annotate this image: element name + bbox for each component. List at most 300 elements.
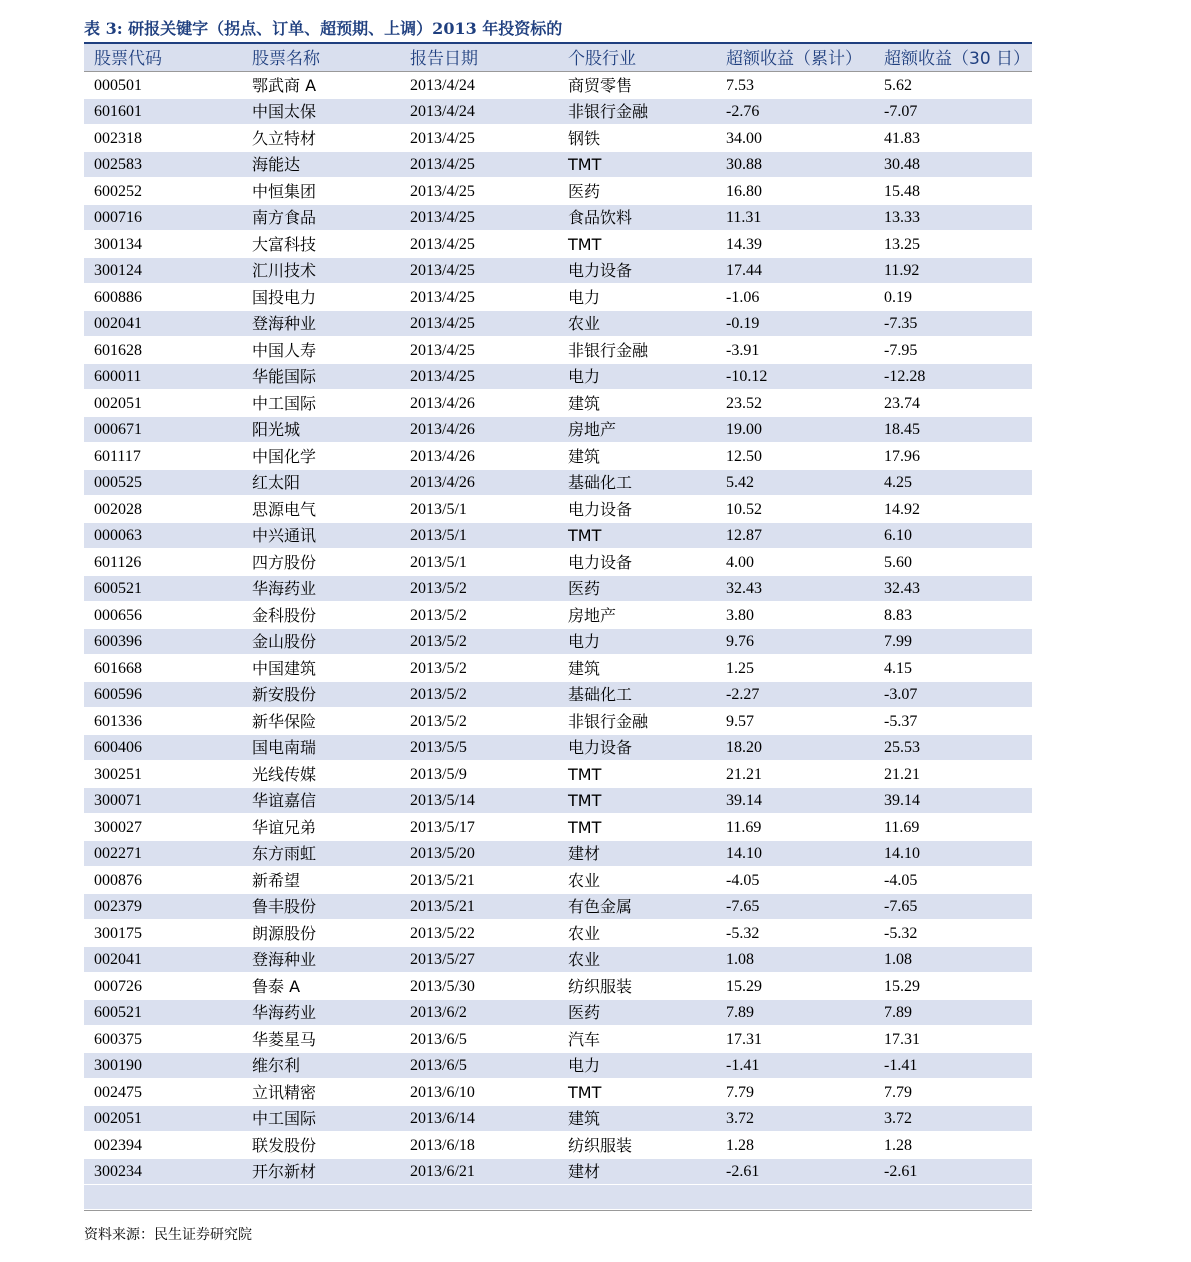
cell-excess-30d: 17.31 [884, 1030, 920, 1048]
cell-report-date: 2013/4/25 [410, 368, 475, 385]
cell-industry: 建筑 [568, 446, 601, 466]
cell-report-date: 2013/5/1 [410, 527, 467, 544]
cell-stock-name: 南方食品 [252, 208, 317, 227]
cell-excess-cumulative: 1.08 [726, 951, 754, 968]
cell-excess-30d: 15.48 [884, 182, 920, 200]
table-row [84, 841, 1032, 868]
cell-report-date: 2013/5/2 [410, 580, 467, 597]
table-row [84, 1053, 1032, 1080]
cell-excess-30d: 39.14 [884, 792, 920, 809]
cell-industry: 基础化工 [568, 473, 633, 492]
cell-stock-code: 002318 [94, 129, 142, 147]
cell-stock-name: 国投电力 [252, 287, 317, 307]
cell-stock-code: 300071 [94, 792, 142, 809]
cell-excess-cumulative: -2.76 [726, 103, 760, 120]
cell-report-date: 2013/6/14 [410, 1110, 475, 1127]
table-title: 表 3: 研报关键字（拐点、订单、超预期、上调）2013 年投资标的 [84, 19, 563, 38]
cell-excess-cumulative: -2.61 [726, 1163, 760, 1180]
cell-stock-code: 002051 [94, 1110, 142, 1127]
table-row [84, 576, 1032, 603]
header-industry: 个股行业 [568, 49, 636, 69]
cell-industry: TMT [568, 234, 602, 254]
cell-stock-name: 金山股份 [252, 632, 317, 651]
table-row [84, 178, 1032, 205]
cell-excess-cumulative: 9.76 [726, 633, 754, 650]
header-report-date: 报告日期 [410, 49, 478, 69]
cell-industry: 有色金属 [568, 897, 633, 916]
cell-excess-30d: 11.69 [884, 818, 920, 836]
table-row [84, 205, 1032, 232]
cell-report-date: 2013/4/25 [410, 156, 475, 173]
cell-stock-code: 600396 [94, 633, 142, 650]
cell-excess-cumulative: 30.88 [726, 156, 762, 173]
cell-excess-30d: 1.08 [884, 951, 912, 968]
table-row [84, 152, 1032, 179]
cell-industry: 非银行金融 [568, 340, 649, 360]
cell-excess-cumulative: -5.32 [726, 924, 760, 942]
cell-report-date: 2013/5/9 [410, 765, 467, 783]
source-note: 资料来源：民生证券研究院 [84, 1227, 252, 1243]
cell-excess-30d: 7.79 [884, 1083, 912, 1101]
cell-report-date: 2013/6/21 [410, 1163, 475, 1180]
cell-industry: 汽车 [568, 1029, 601, 1049]
cell-excess-30d: 18.45 [884, 421, 920, 438]
cell-report-date: 2013/4/25 [410, 315, 475, 332]
table-row [84, 549, 1032, 576]
table-row [84, 682, 1032, 709]
cell-stock-code: 000671 [94, 421, 142, 438]
cell-excess-cumulative: 11.31 [726, 209, 762, 226]
cell-industry: TMT [568, 526, 602, 545]
cell-industry: 农业 [568, 923, 601, 943]
cell-excess-30d: 7.99 [884, 633, 912, 650]
cell-excess-30d: 11.92 [884, 262, 920, 279]
cell-report-date: 2013/4/25 [410, 341, 475, 359]
cell-excess-cumulative: 32.43 [726, 580, 762, 597]
cell-stock-name: 鲁泰 A [252, 976, 301, 996]
cell-excess-30d: -7.07 [884, 103, 918, 120]
table-row [84, 947, 1032, 974]
cell-stock-code: 601668 [94, 659, 142, 677]
cell-excess-30d: 15.29 [884, 977, 920, 995]
cell-industry: 电力 [568, 367, 601, 386]
cell-stock-code: 300234 [94, 1163, 142, 1180]
cell-stock-name: 开尔新材 [252, 1162, 317, 1181]
cell-excess-cumulative: 39.14 [726, 792, 762, 809]
cell-stock-name: 维尔利 [252, 1056, 301, 1075]
cell-report-date: 2013/4/25 [410, 129, 475, 147]
cell-stock-name: 中国太保 [252, 102, 317, 121]
table-row [84, 629, 1032, 656]
cell-industry: TMT [568, 155, 602, 174]
cell-stock-code: 002051 [94, 394, 142, 412]
cell-stock-name: 立讯精密 [252, 1082, 317, 1102]
cell-excess-30d: 5.62 [884, 76, 912, 94]
cell-excess-cumulative: 7.89 [726, 1004, 754, 1021]
cell-report-date: 2013/4/24 [410, 76, 475, 94]
table-row [84, 258, 1032, 285]
table-row [84, 735, 1032, 762]
cell-report-date: 2013/5/30 [410, 977, 475, 995]
cell-stock-name: 东方雨虹 [252, 844, 317, 863]
cell-excess-30d: 13.25 [884, 235, 920, 253]
cell-stock-name: 中工国际 [252, 393, 317, 413]
cell-excess-30d: -5.37 [884, 712, 918, 730]
cell-industry: 建筑 [568, 658, 601, 678]
cell-excess-30d: -4.05 [884, 871, 918, 889]
cell-industry: 医药 [568, 181, 601, 201]
cell-report-date: 2013/6/10 [410, 1083, 475, 1101]
cell-report-date: 2013/4/25 [410, 235, 475, 253]
cell-excess-30d: 5.60 [884, 553, 912, 571]
cell-industry: 钢铁 [568, 128, 601, 148]
cell-excess-cumulative: 14.10 [726, 845, 762, 862]
cell-excess-30d: -7.95 [884, 341, 918, 359]
cell-stock-code: 002379 [94, 898, 142, 915]
table-row [84, 125, 1032, 152]
cell-excess-cumulative: -10.12 [726, 368, 768, 385]
cell-industry: 建材 [568, 844, 601, 863]
cell-stock-name: 中恒集团 [252, 181, 317, 201]
cell-report-date: 2013/5/27 [410, 951, 475, 968]
cell-report-date: 2013/5/14 [410, 792, 475, 809]
table-row [84, 920, 1032, 947]
cell-excess-30d: 14.92 [884, 500, 920, 518]
cell-excess-cumulative: -7.65 [726, 898, 760, 915]
table-row [84, 761, 1032, 788]
cell-excess-30d: 13.33 [884, 209, 920, 226]
table-row [84, 1000, 1032, 1027]
cell-industry: 电力 [568, 632, 601, 651]
cell-industry: TMT [568, 791, 602, 810]
cell-stock-name: 金科股份 [252, 605, 317, 625]
table-row [84, 231, 1032, 258]
cell-stock-name: 中国建筑 [252, 658, 317, 678]
cell-excess-cumulative: -4.05 [726, 871, 760, 889]
cell-stock-code: 300175 [94, 924, 142, 942]
cell-report-date: 2013/4/26 [410, 474, 475, 491]
header-stock-code: 股票代码 [94, 49, 162, 69]
cell-excess-30d: 21.21 [884, 765, 920, 783]
cell-stock-code: 300190 [94, 1057, 142, 1074]
cell-excess-cumulative: 16.80 [726, 182, 762, 200]
cell-excess-30d: 3.72 [884, 1110, 912, 1127]
cell-stock-code: 600252 [94, 182, 142, 200]
cell-stock-name: 华菱星马 [252, 1029, 317, 1049]
cell-stock-name: 中国人寿 [252, 340, 317, 360]
table-row [84, 523, 1032, 550]
cell-industry: 电力设备 [568, 552, 633, 572]
cell-industry: 农业 [568, 314, 601, 333]
table-row [84, 470, 1032, 497]
cell-stock-code: 000726 [94, 977, 142, 995]
cell-excess-30d: -12.28 [884, 368, 926, 385]
cell-industry: TMT [568, 1082, 602, 1102]
cell-stock-code: 002041 [94, 951, 142, 968]
table-row [84, 496, 1032, 523]
cell-report-date: 2013/5/2 [410, 633, 467, 650]
table-row [84, 894, 1032, 921]
cell-excess-30d: 4.25 [884, 474, 912, 491]
cell-report-date: 2013/4/25 [410, 182, 475, 200]
table-row [84, 973, 1032, 1000]
cell-stock-code: 601601 [94, 103, 142, 120]
cell-excess-cumulative: 23.52 [726, 394, 762, 412]
cell-stock-name: 华海药业 [252, 1003, 317, 1022]
cell-excess-30d: 1.28 [884, 1136, 912, 1154]
cell-report-date: 2013/4/24 [410, 103, 475, 120]
cell-excess-30d: 0.19 [884, 288, 912, 306]
cell-stock-name: 中兴通讯 [252, 526, 317, 545]
cell-excess-cumulative: -2.27 [726, 686, 760, 703]
table-row [84, 417, 1032, 444]
cell-excess-cumulative: 15.29 [726, 977, 762, 995]
cell-stock-name: 朗源股份 [252, 923, 317, 943]
cell-stock-code: 000525 [94, 474, 142, 491]
cell-excess-cumulative: 9.57 [726, 712, 754, 730]
cell-industry: 建筑 [568, 1109, 601, 1128]
cell-report-date: 2013/5/2 [410, 606, 467, 624]
stock-table [84, 42, 1032, 1211]
cell-stock-code: 600521 [94, 1004, 142, 1021]
cell-stock-name: 登海种业 [252, 950, 317, 969]
cell-industry: 商贸零售 [568, 75, 633, 95]
cell-report-date: 2013/5/2 [410, 659, 467, 677]
cell-stock-name: 阳光城 [252, 420, 301, 439]
cell-industry: 房地产 [568, 605, 617, 625]
cell-industry: 农业 [568, 870, 601, 890]
table-row [84, 788, 1032, 815]
table-row [84, 1079, 1032, 1106]
table-row [84, 1159, 1032, 1186]
table-row [84, 814, 1032, 841]
table-row [84, 1132, 1032, 1159]
cell-industry: 电力设备 [568, 499, 633, 519]
cell-stock-code: 600011 [94, 368, 142, 385]
cell-stock-name: 华谊兄弟 [252, 817, 317, 837]
cell-industry: 电力设备 [568, 261, 633, 280]
cell-stock-name: 大富科技 [252, 234, 317, 254]
cell-stock-name: 鲁丰股份 [252, 897, 317, 916]
cell-stock-code: 300134 [94, 235, 142, 253]
cell-excess-30d: 4.15 [884, 659, 912, 677]
cell-stock-name: 中国化学 [252, 446, 317, 466]
cell-stock-code: 002041 [94, 315, 142, 332]
cell-stock-code: 601628 [94, 341, 142, 359]
cell-stock-code: 600886 [94, 288, 142, 306]
cell-excess-cumulative: 19.00 [726, 421, 762, 438]
cell-excess-30d: 25.53 [884, 739, 920, 756]
cell-report-date: 2013/6/5 [410, 1030, 467, 1048]
cell-industry: 食品饮料 [568, 208, 633, 227]
table-row [84, 708, 1032, 735]
cell-excess-cumulative: 12.50 [726, 447, 762, 465]
cell-stock-code: 601126 [94, 553, 142, 571]
cell-report-date: 2013/5/21 [410, 898, 475, 915]
cell-excess-cumulative: 7.79 [726, 1083, 754, 1101]
cell-excess-cumulative: 5.42 [726, 474, 754, 491]
cell-report-date: 2013/4/26 [410, 394, 475, 412]
cell-stock-code: 002583 [94, 156, 142, 173]
cell-stock-code: 000656 [94, 606, 142, 624]
table-header-row [84, 44, 1032, 72]
cell-report-date: 2013/6/2 [410, 1004, 467, 1021]
cell-excess-30d: 30.48 [884, 156, 920, 173]
cell-report-date: 2013/5/1 [410, 500, 467, 518]
cell-stock-code: 600406 [94, 739, 142, 756]
cell-stock-name: 汇川技术 [252, 261, 317, 280]
cell-stock-code: 300027 [94, 818, 142, 836]
cell-excess-30d: -7.65 [884, 898, 918, 915]
cell-excess-30d: 23.74 [884, 394, 920, 412]
cell-excess-30d: -3.07 [884, 686, 918, 703]
cell-report-date: 2013/4/26 [410, 447, 475, 465]
header-stock-name: 股票名称 [252, 49, 320, 69]
cell-stock-name: 华谊嘉信 [252, 791, 317, 810]
cell-stock-code: 600596 [94, 686, 142, 703]
cell-industry: 非银行金融 [568, 711, 649, 731]
table-row [84, 284, 1032, 311]
cell-excess-cumulative: 10.52 [726, 500, 762, 518]
cell-stock-code: 600375 [94, 1030, 142, 1048]
cell-stock-name: 鄂武商 A [252, 75, 317, 95]
cell-stock-code: 000716 [94, 209, 142, 226]
table-row [84, 1106, 1032, 1133]
cell-industry: 纺织服装 [568, 1135, 633, 1155]
cell-industry: 非银行金融 [568, 102, 649, 121]
cell-report-date: 2013/5/1 [410, 553, 467, 571]
cell-industry: 医药 [568, 579, 601, 598]
cell-report-date: 2013/4/25 [410, 262, 475, 279]
cell-excess-cumulative: -3.91 [726, 341, 760, 359]
cell-excess-cumulative: -1.06 [726, 288, 760, 306]
cell-report-date: 2013/4/26 [410, 421, 475, 438]
cell-excess-cumulative: 14.39 [726, 235, 762, 253]
cell-excess-cumulative: 12.87 [726, 527, 762, 544]
cell-report-date: 2013/5/21 [410, 871, 475, 889]
cell-excess-30d: 14.10 [884, 845, 920, 862]
cell-excess-30d: 32.43 [884, 580, 920, 597]
cell-industry: 基础化工 [568, 685, 633, 704]
table-body [84, 72, 1032, 1185]
cell-report-date: 2013/4/25 [410, 209, 475, 226]
cell-report-date: 2013/4/25 [410, 288, 475, 306]
header-excess-return-30d: 超额收益（30 日） [884, 49, 1031, 69]
cell-stock-name: 新华保险 [252, 711, 317, 731]
cell-stock-code: 000876 [94, 871, 142, 889]
cell-industry: 医药 [568, 1003, 601, 1022]
cell-excess-cumulative: 11.69 [726, 818, 762, 836]
cell-industry: 电力设备 [568, 738, 633, 757]
cell-stock-code: 002028 [94, 500, 142, 518]
cell-excess-cumulative: -1.41 [726, 1057, 760, 1074]
cell-stock-code: 000501 [94, 76, 142, 94]
table-row [84, 655, 1032, 682]
cell-stock-name: 联发股份 [252, 1135, 317, 1155]
cell-excess-cumulative: 1.25 [726, 659, 754, 677]
cell-stock-name: 红太阳 [252, 473, 301, 492]
cell-excess-cumulative: 17.44 [726, 262, 762, 279]
table-row [84, 867, 1032, 894]
cell-industry: 电力 [568, 287, 601, 307]
cell-industry: 房地产 [568, 420, 617, 439]
cell-excess-cumulative: 21.21 [726, 765, 762, 783]
cell-report-date: 2013/5/5 [410, 739, 467, 756]
table-row [84, 337, 1032, 364]
cell-report-date: 2013/6/18 [410, 1136, 475, 1154]
cell-stock-name: 华能国际 [252, 367, 317, 386]
cell-excess-cumulative: 7.53 [726, 76, 754, 94]
cell-excess-cumulative: 4.00 [726, 553, 754, 571]
cell-stock-code: 002475 [94, 1083, 142, 1101]
cell-report-date: 2013/5/2 [410, 712, 467, 730]
cell-excess-30d: -1.41 [884, 1057, 918, 1074]
cell-stock-name: 光线传媒 [252, 764, 317, 784]
cell-stock-code: 601117 [94, 447, 141, 465]
cell-report-date: 2013/6/5 [410, 1057, 467, 1074]
table-row [84, 390, 1032, 417]
table-row [84, 443, 1032, 470]
cell-excess-cumulative: 3.80 [726, 606, 754, 624]
cell-industry: 电力 [568, 1056, 601, 1075]
header-excess-return-cumulative: 超额收益（累计） [726, 49, 862, 69]
cell-excess-cumulative: 3.72 [726, 1110, 754, 1127]
cell-stock-name: 中工国际 [252, 1109, 317, 1128]
cell-stock-name: 华海药业 [252, 579, 317, 598]
cell-stock-name: 久立特材 [252, 128, 317, 148]
cell-stock-code: 300124 [94, 262, 142, 279]
cell-excess-30d: -7.35 [884, 315, 918, 332]
cell-excess-cumulative: 34.00 [726, 129, 762, 147]
table-row [84, 311, 1032, 338]
cell-excess-30d: 17.96 [884, 447, 920, 465]
cell-report-date: 2013/5/20 [410, 845, 475, 862]
cell-excess-cumulative: -0.19 [726, 315, 760, 332]
cell-excess-cumulative: 17.31 [726, 1030, 762, 1048]
cell-excess-30d: 8.83 [884, 606, 912, 624]
cell-stock-code: 000063 [94, 527, 142, 544]
cell-stock-name: 登海种业 [252, 314, 317, 333]
cell-excess-30d: 41.83 [884, 129, 920, 147]
cell-stock-name: 新安股份 [252, 685, 317, 704]
cell-stock-code: 600521 [94, 580, 142, 597]
table-row [84, 72, 1032, 99]
cell-industry: 纺织服装 [568, 976, 633, 996]
cell-industry: TMT [568, 817, 602, 837]
cell-industry: 农业 [568, 950, 601, 969]
cell-excess-30d: 7.89 [884, 1004, 912, 1021]
cell-industry: 建筑 [568, 393, 601, 413]
cell-stock-code: 002271 [94, 845, 142, 862]
cell-excess-30d: -5.32 [884, 924, 918, 942]
cell-excess-cumulative: 18.20 [726, 739, 762, 756]
cell-stock-code: 300251 [94, 765, 142, 783]
cell-report-date: 2013/5/2 [410, 686, 467, 703]
table-row [84, 99, 1032, 126]
table-row [84, 1026, 1032, 1053]
cell-excess-30d: -2.61 [884, 1163, 918, 1180]
cell-stock-name: 海能达 [252, 155, 301, 174]
cell-stock-name: 四方股份 [252, 552, 317, 572]
cell-excess-30d: 6.10 [884, 527, 912, 544]
cell-stock-name: 思源电气 [252, 499, 317, 519]
cell-report-date: 2013/5/17 [410, 818, 475, 836]
cell-industry: 建材 [568, 1162, 601, 1181]
cell-stock-name: 国电南瑞 [252, 738, 317, 757]
cell-stock-code: 601336 [94, 712, 142, 730]
table-row [84, 364, 1032, 391]
cell-stock-code: 002394 [94, 1136, 142, 1154]
